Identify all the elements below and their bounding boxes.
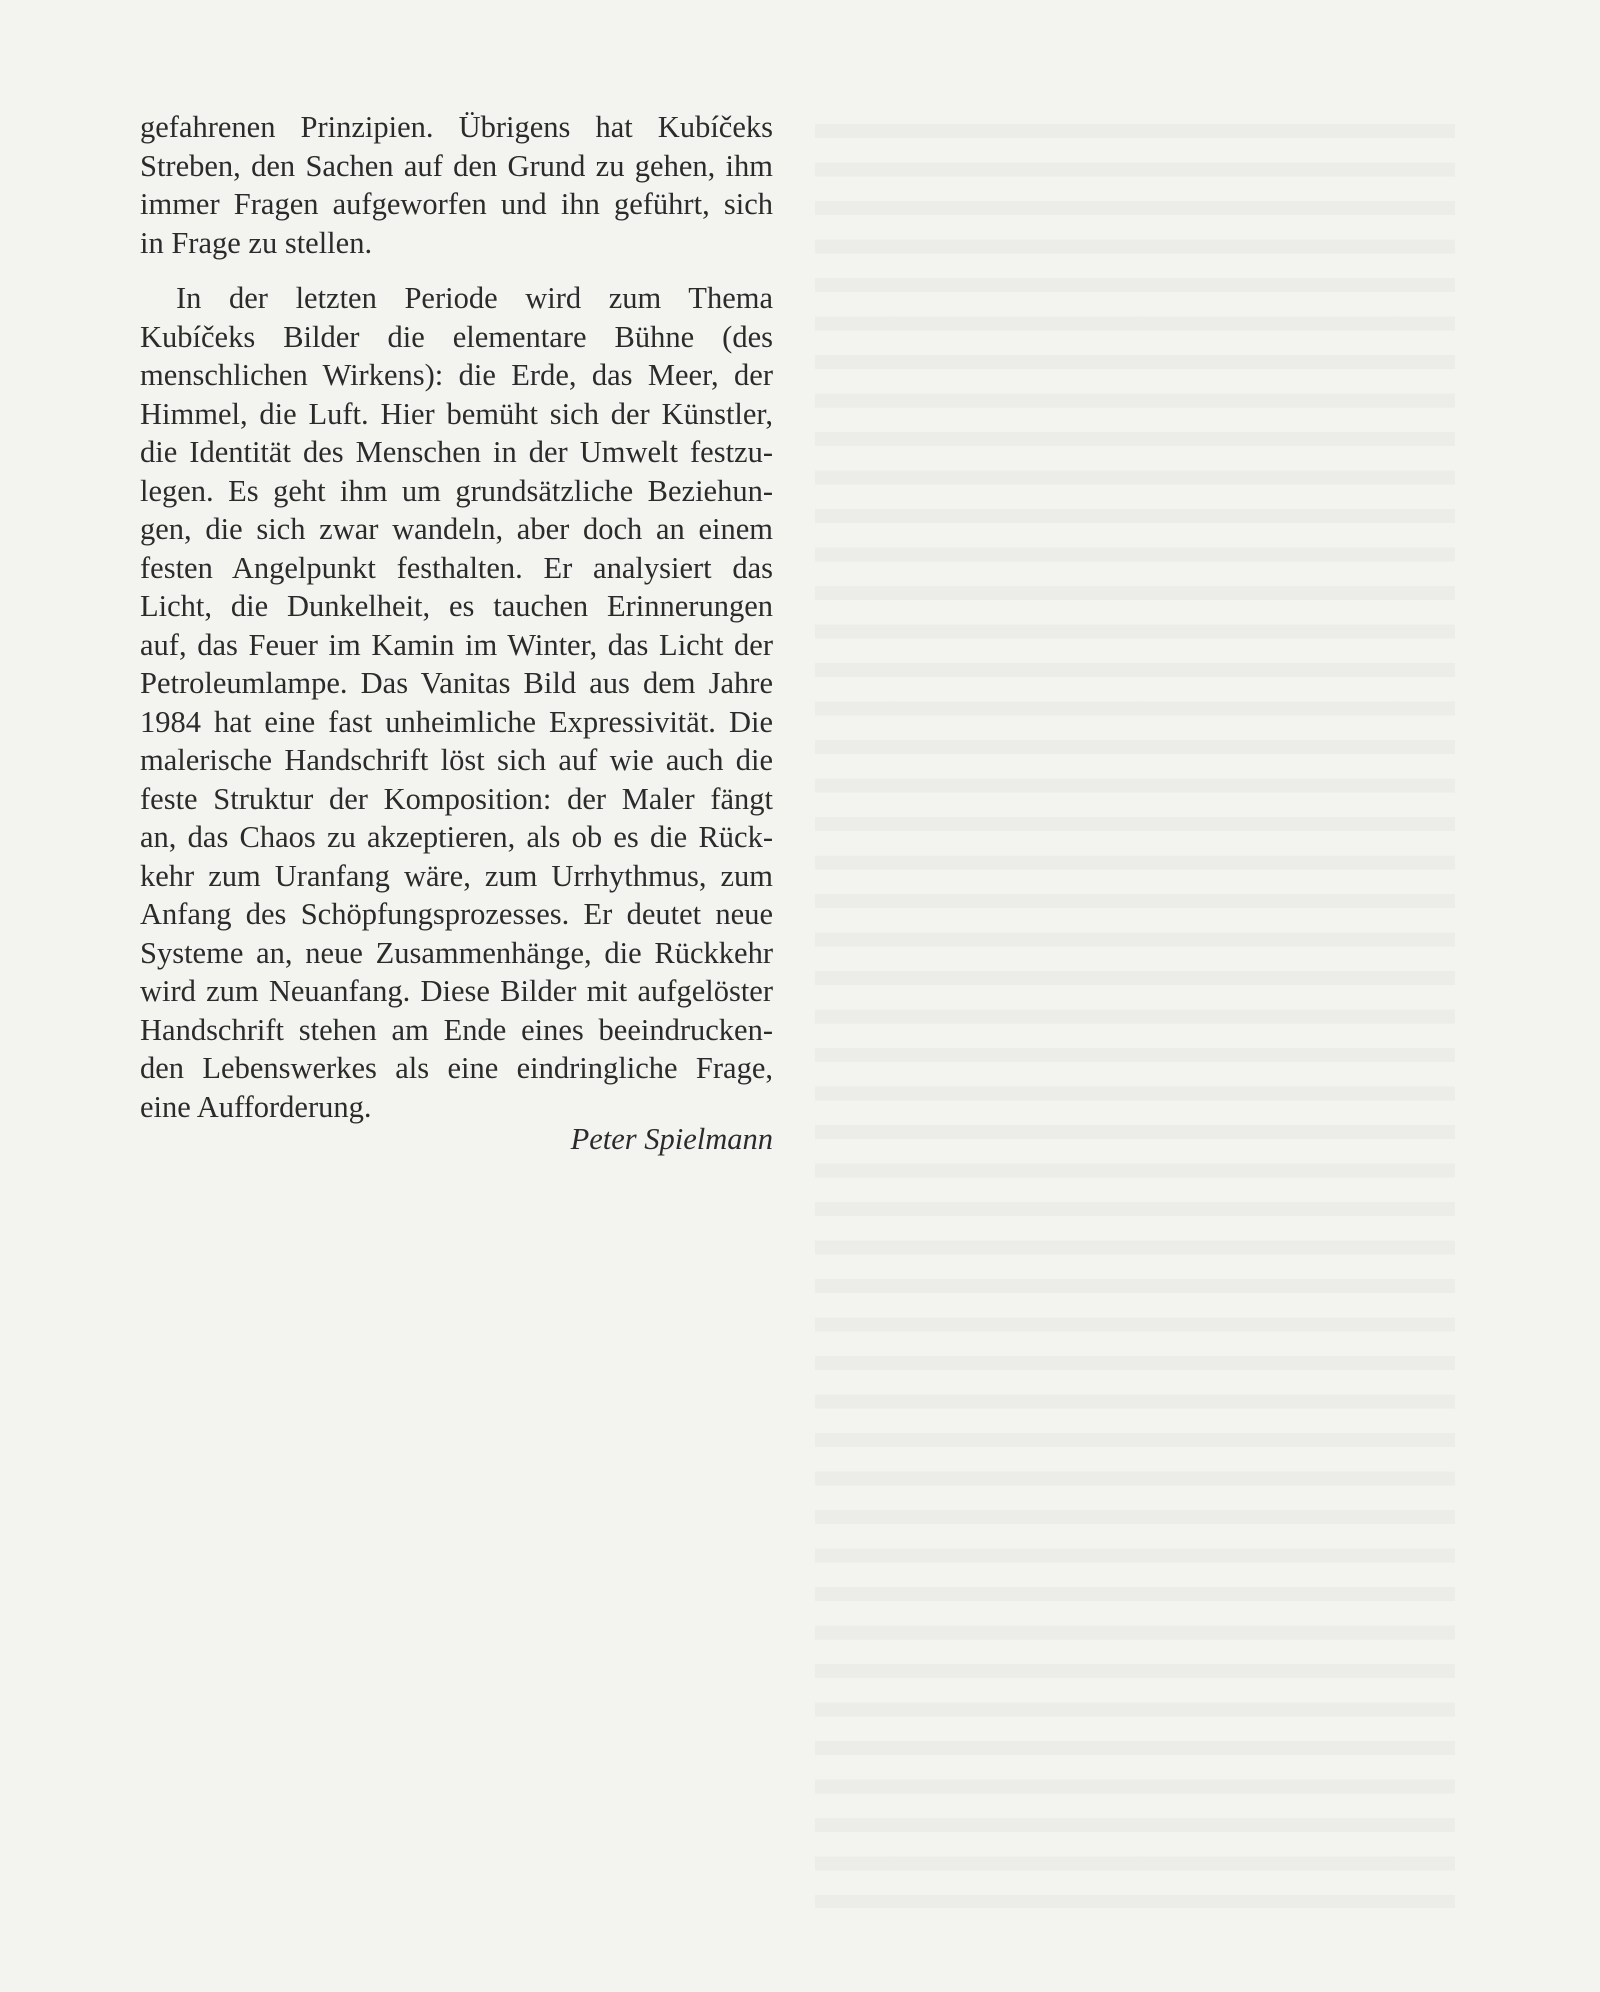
text-line: Streben, den Sachen auf den Grund zu gehen, ihm bbox=[140, 148, 773, 183]
text-line: menschlichen Wirkens): die Erde, das Meer, der bbox=[140, 358, 773, 392]
text-line: Himmel, die Luft. Hier bemüht sich der Künstler, bbox=[140, 396, 773, 431]
article-column bbox=[140, 108, 773, 1126]
text-line: gefahrenen Prinzipien. Übrigens hat Kubíčeks bbox=[140, 110, 773, 144]
text-line: festen Angelpunkt festhalten. Er analysiert das bbox=[140, 550, 773, 585]
text-line: Petroleumlampe. Das Vanitas Bild aus dem Jahre bbox=[140, 666, 773, 700]
text-line: In der letzten Periode wird zum Thema bbox=[176, 281, 773, 315]
bleed-through-text bbox=[815, 108, 1455, 1908]
text-line: 1984 hat eine fast unheimliche Expressivität. Die bbox=[140, 704, 773, 739]
text-line: kehr zum Uranfang wäre, zum Urrhythmus, zum bbox=[140, 858, 773, 893]
text-line: Systeme an, neue Zusammenhänge, die Rückkehr bbox=[140, 935, 773, 970]
text-line: die Identität des Menschen in der Umwelt festzu- bbox=[140, 435, 773, 469]
text-line: den Lebenswerkes als eine eindringliche Frage, bbox=[140, 1051, 773, 1085]
text-line: in Frage zu stellen. bbox=[140, 225, 373, 260]
paragraph bbox=[140, 279, 773, 1126]
text-line: an, das Chaos zu akzeptieren, als ob es die Rück- bbox=[140, 820, 773, 854]
text-line: wird zum Neuanfang. Diese Bilder mit aufgelöster bbox=[140, 974, 773, 1008]
text-line: Kubíčeks Bilder die elementare Bühne (des bbox=[140, 319, 773, 354]
text-line: auf, das Feuer im Kamin im Winter, das Licht der bbox=[140, 627, 773, 662]
paragraph bbox=[140, 108, 773, 262]
text-line: Handschrift stehen am Ende eines beeindrucken- bbox=[140, 1012, 773, 1047]
text-line: feste Struktur der Komposition: der Maler fängt bbox=[140, 781, 773, 816]
text-line: gen, die sich zwar wandeln, aber doch an einem bbox=[140, 512, 773, 546]
text-line: eine Aufforderung. bbox=[140, 1089, 372, 1124]
text-line: legen. Es geht ihm um grundsätzliche Beziehun- bbox=[140, 473, 773, 508]
text-line: Anfang des Schöpfungsprozesses. Er deutet neue bbox=[140, 897, 773, 931]
author-signature: Peter Spielmann bbox=[570, 1122, 773, 1156]
text-line: immer Fragen aufgeworfen und ihn geführt, sich bbox=[140, 187, 773, 221]
text-line: Licht, die Dunkelheit, es tauchen Erinnerungen bbox=[140, 589, 773, 623]
text-line: malerische Handschrift löst sich auf wie auch die bbox=[140, 743, 773, 777]
